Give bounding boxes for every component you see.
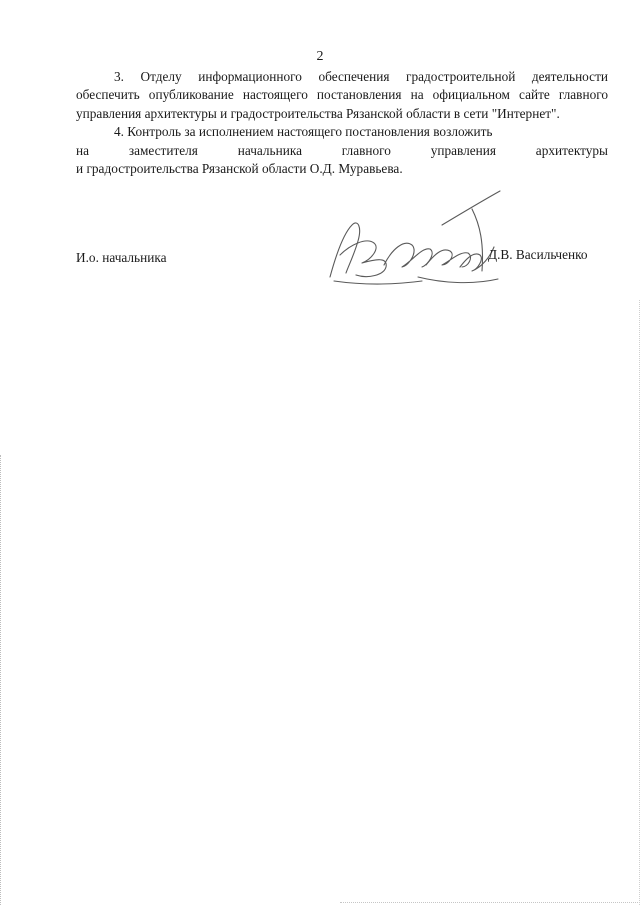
scan-edge-right bbox=[636, 300, 640, 905]
signatory-title: И.о. начальника bbox=[76, 250, 167, 265]
paragraph-4-line-3: и градостроительства Рязанской области О.Д. Муравьева. bbox=[76, 161, 403, 177]
paragraph-3-text: 3. Отделу информационного обеспечения градостроительной деятельности обеспечить опубликование настоящего постановления на официальном сайте главного управления архитектуры и градостроительства Рязанской области в сети "Интернет". bbox=[76, 69, 608, 121]
paragraph-4 bbox=[76, 123, 608, 178]
scan-edge-bottom bbox=[340, 901, 638, 903]
word: начальника bbox=[237, 142, 302, 158]
word: заместителя bbox=[128, 142, 198, 158]
paragraph-3 bbox=[76, 68, 608, 123]
paragraph-4-line-1 bbox=[76, 123, 608, 141]
word: архитектуры bbox=[535, 142, 608, 158]
document-body bbox=[76, 68, 608, 178]
signatory-name: Д.В. Васильченко bbox=[488, 247, 588, 262]
word: главного bbox=[341, 142, 391, 158]
paragraph-4-line-1-text: 4. Контроль за исполнением настоящего постановления возложить bbox=[114, 124, 493, 140]
scan-edge-left bbox=[0, 455, 4, 905]
word: на bbox=[76, 142, 90, 158]
page-number: 2 bbox=[316, 49, 324, 64]
word: управления bbox=[430, 142, 497, 158]
paragraph-4-line-2 bbox=[76, 142, 608, 160]
handwritten-signature bbox=[322, 185, 522, 290]
